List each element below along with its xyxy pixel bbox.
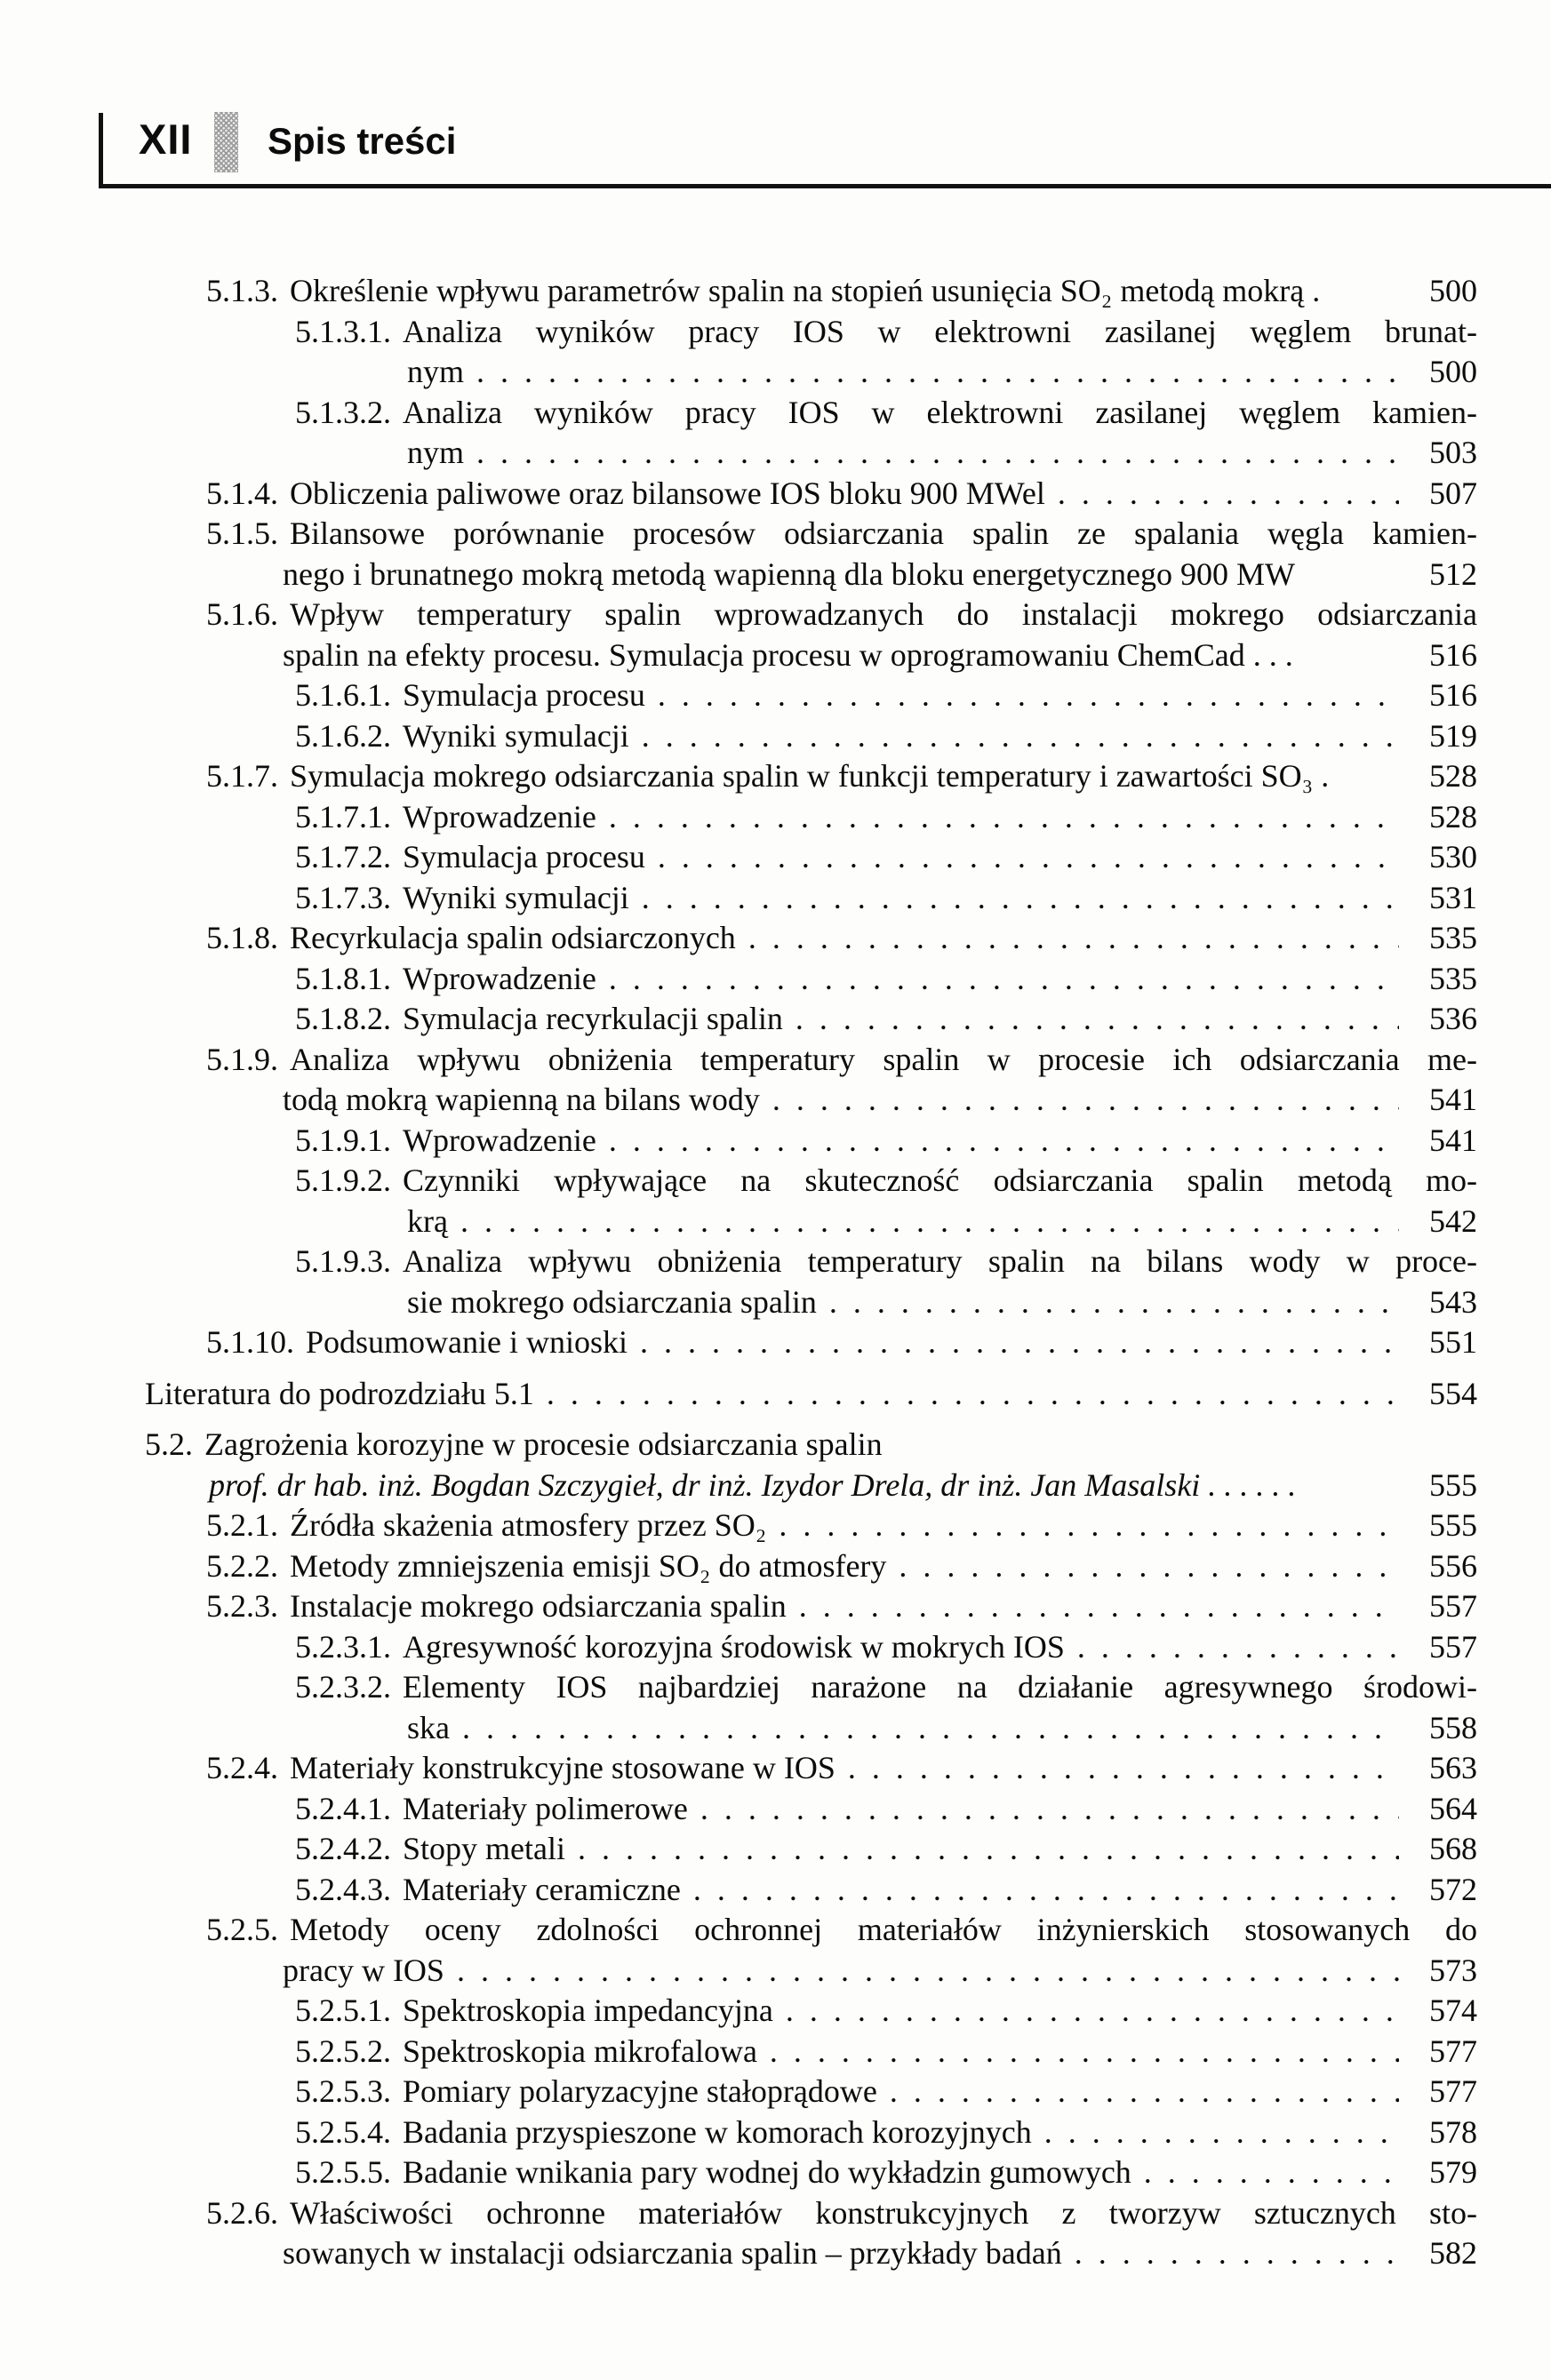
toc-entry-text: Wyniki symulacji bbox=[403, 879, 629, 915]
page-title: Spis treści bbox=[268, 120, 457, 162]
toc-entry-number: 5.2.6. bbox=[206, 2194, 278, 2231]
toc-entry-text: Analiza wyników pracy IOS w elektrowni zasilanej węglem brunat- bbox=[403, 313, 1477, 349]
toc-entry-title bbox=[407, 1282, 817, 1323]
toc-entry-title bbox=[295, 1121, 596, 1162]
toc-entry-title bbox=[295, 1991, 773, 2032]
toc-entry-title bbox=[295, 878, 629, 919]
toc-entry-page: 558 bbox=[1429, 1709, 1477, 1745]
toc-entry-number: 5.1.6.2. bbox=[295, 717, 391, 754]
toc-entry-text: Recyrkulacja spalin odsiarczonych bbox=[290, 920, 736, 955]
toc-entry-page: 541 bbox=[1429, 1122, 1477, 1158]
toc-entry-title bbox=[206, 756, 1329, 797]
toc-entry-text: Symulacja procesu bbox=[403, 839, 645, 875]
dot-leader bbox=[1144, 2152, 1399, 2193]
toc-entry-page: 555 bbox=[1429, 1466, 1477, 1503]
toc-entry-text: Wprowadzenie bbox=[403, 1122, 596, 1158]
toc-entry-title bbox=[295, 999, 783, 1040]
toc-entry bbox=[145, 474, 1477, 515]
toc-entry-text: Badanie wnikania pary wodnej do wykładzin gumowych bbox=[403, 2154, 1131, 2190]
toc-entry-text: todą mokrą wapienną na bilans wody bbox=[283, 1082, 760, 1117]
page-header bbox=[0, 0, 1551, 185]
toc-entry bbox=[145, 1466, 1477, 1506]
toc-entry-text: Analiza wpływu obniżenia temperatury spalin na bilans wody w proce- bbox=[403, 1243, 1477, 1279]
toc-entry-page: 573 bbox=[1429, 1952, 1477, 1988]
toc-entry-title bbox=[206, 1322, 628, 1363]
toc-entry-page: 577 bbox=[1429, 2033, 1477, 2069]
toc-entry-title bbox=[209, 1466, 1296, 1506]
toc-entry-title bbox=[295, 312, 1477, 353]
toc-entry-title bbox=[206, 1505, 766, 1546]
toc-entry-text: Metody zmniejszenia emisji SO₂ do atmosfery bbox=[290, 1547, 887, 1584]
toc-entry bbox=[145, 2072, 1477, 2112]
toc-entry bbox=[145, 1708, 1477, 1749]
toc-entry-number: 5.1.7. bbox=[206, 758, 278, 794]
dot-leader bbox=[1044, 2112, 1399, 2153]
header-rule bbox=[99, 184, 1551, 188]
dot-leader bbox=[1075, 2233, 1399, 2274]
toc-entry-text: Wprowadzenie bbox=[403, 960, 596, 996]
dot-leader bbox=[609, 797, 1399, 838]
toc-entry-page: 555 bbox=[1429, 1507, 1477, 1543]
toc-entry-page: 568 bbox=[1429, 1831, 1477, 1866]
toc-entry-text: Pomiary polaryzacyjne stałoprądowe bbox=[403, 2073, 877, 2109]
toc-entry bbox=[145, 1870, 1477, 1911]
toc-entry-text: Zagrożenia korozyjne w procesie odsiarczania spalin bbox=[204, 1426, 883, 1462]
toc-entry-title bbox=[206, 918, 736, 959]
toc-entry bbox=[145, 1991, 1477, 2032]
toc-entry bbox=[145, 797, 1477, 838]
toc-entry-number: 5.2.5.4. bbox=[295, 2113, 391, 2150]
toc-entry bbox=[145, 878, 1477, 919]
toc-entry-page: 535 bbox=[1429, 960, 1477, 996]
toc-entry bbox=[145, 1789, 1477, 1830]
toc-entry bbox=[145, 675, 1477, 716]
toc-entry bbox=[145, 1080, 1477, 1121]
toc-entry bbox=[145, 1667, 1477, 1708]
dot-leader bbox=[462, 1708, 1399, 1749]
toc-entry bbox=[145, 555, 1477, 595]
toc-entry-number: 5.2.5.1. bbox=[295, 1993, 391, 2028]
toc-entry-page: 528 bbox=[1429, 798, 1477, 835]
dot-leader bbox=[547, 1374, 1399, 1415]
toc-entry bbox=[145, 837, 1477, 878]
toc-entry-number: 5.2. bbox=[145, 1426, 193, 1462]
toc-entry-number: 5.1.3. bbox=[206, 273, 278, 308]
toc-entry-text: nego i brunatnego mokrą metodą wapienną dla bloku energetycznego 900 MW bbox=[283, 555, 1295, 592]
toc-entry-title bbox=[283, 1951, 444, 1992]
toc-entry-page: 557 bbox=[1429, 1628, 1477, 1665]
toc-entry-page: 500 bbox=[1429, 273, 1477, 308]
toc-entry-number: 5.1.5. bbox=[206, 515, 278, 551]
dot-leader bbox=[460, 1202, 1399, 1242]
toc-entry bbox=[145, 1282, 1477, 1323]
toc-entry-number: 5.1.6. bbox=[206, 596, 278, 632]
toc-entry-page: 541 bbox=[1429, 1082, 1477, 1117]
dot-leader bbox=[476, 433, 1399, 474]
toc-entry bbox=[145, 2193, 1477, 2234]
toc-entry bbox=[145, 959, 1477, 1000]
toc-entry bbox=[145, 2152, 1477, 2193]
toc-entry bbox=[145, 1040, 1477, 1081]
toc-entry-page: 563 bbox=[1429, 1750, 1477, 1785]
dot-leader bbox=[772, 1080, 1399, 1121]
toc-entry-page: 582 bbox=[1429, 2235, 1477, 2271]
toc-entry-text: Materiały konstrukcyjne stosowane w IOS bbox=[290, 1750, 835, 1785]
dot-leader bbox=[658, 675, 1399, 716]
toc-entry-title bbox=[206, 2193, 1477, 2234]
toc-entry-text: Właściwości ochronne materiałów konstrukcyjnych z tworzyw sztucznych sto- bbox=[290, 2194, 1477, 2231]
dot-leader bbox=[1077, 1627, 1399, 1668]
toc-entry bbox=[145, 1546, 1477, 1587]
toc-entry bbox=[145, 595, 1477, 635]
toc-entry-text: Literatura do podrozdziału 5.1 bbox=[145, 1375, 534, 1411]
toc-entry-page: 536 bbox=[1429, 1001, 1477, 1036]
toc-entry-title bbox=[295, 1161, 1477, 1202]
toc-entry-page: 516 bbox=[1429, 677, 1477, 713]
toc-entry-page: 574 bbox=[1429, 1993, 1477, 2028]
toc-entry-number: 5.1.9.2. bbox=[295, 1162, 391, 1198]
toc-entry-text: nym bbox=[407, 354, 465, 389]
toc-entry-number: 5.1.10. bbox=[206, 1324, 294, 1360]
toc-entry-title bbox=[206, 514, 1477, 555]
toc-entry-number: 5.2.5.5. bbox=[295, 2154, 391, 2190]
toc-entry-title bbox=[295, 393, 1477, 434]
toc-entry-number: 5.1.8. bbox=[206, 920, 278, 955]
toc-entry-page: 512 bbox=[1429, 555, 1477, 592]
toc-entry bbox=[145, 2233, 1477, 2274]
toc-entry-title bbox=[206, 595, 1477, 635]
toc-entry-page: 530 bbox=[1429, 839, 1477, 875]
toc-entry-text: Stopy metali bbox=[403, 1831, 565, 1866]
toc-entry-page: 557 bbox=[1429, 1588, 1477, 1624]
toc-entry-page: 554 bbox=[1429, 1375, 1477, 1411]
dot-leader bbox=[476, 352, 1399, 393]
toc-entry-title bbox=[206, 1586, 787, 1627]
toc-entry-number: 5.1.7.3. bbox=[295, 879, 391, 915]
toc-entry-page: 551 bbox=[1429, 1324, 1477, 1360]
toc-entry-text: Badania przyspieszone w komorach korozyjnych bbox=[403, 2113, 1032, 2150]
toc-entry-number: 5.2.3. bbox=[206, 1588, 278, 1624]
dot-leader bbox=[1058, 474, 1399, 515]
toc-entry-page: 542 bbox=[1429, 1202, 1477, 1239]
toc-entry-title bbox=[145, 1374, 534, 1415]
toc-entry-number: 5.2.3.1. bbox=[295, 1628, 391, 1665]
toc-entry-text: pracy w IOS bbox=[283, 1952, 444, 1988]
toc-entry-page: 516 bbox=[1429, 636, 1477, 673]
toc-entry-number: 5.1.8.1. bbox=[295, 960, 391, 996]
toc-entry-text: Instalacje mokrego odsiarczania spalin bbox=[290, 1588, 787, 1624]
toc-entry-text: Materiały polimerowe bbox=[403, 1790, 688, 1826]
toc-entry-title bbox=[206, 1546, 886, 1587]
toc-entry-title bbox=[295, 959, 596, 1000]
toc-entry-title bbox=[295, 1627, 1065, 1668]
toc-entry-page: 556 bbox=[1429, 1547, 1477, 1584]
toc-entry-number: 5.1.9.1. bbox=[295, 1122, 391, 1158]
toc-entry-number: 5.1.4. bbox=[206, 475, 278, 511]
toc-entry-page: 531 bbox=[1429, 879, 1477, 915]
toc-entry-text: Agresywność korozyjna środowisk w mokrych IOS bbox=[403, 1628, 1065, 1665]
toc-entry-page: 579 bbox=[1429, 2154, 1477, 2190]
toc-entry-number: 5.2.4. bbox=[206, 1750, 278, 1785]
dot-leader bbox=[578, 1829, 1399, 1870]
dot-leader bbox=[640, 1322, 1399, 1363]
toc-entry bbox=[145, 1829, 1477, 1870]
header-left-tick bbox=[99, 113, 103, 188]
toc-entry-text: Wprowadzenie bbox=[403, 798, 596, 835]
dot-leader bbox=[779, 1505, 1399, 1546]
toc-entry-text: ska bbox=[407, 1709, 450, 1745]
toc-entry-number: 5.1.9. bbox=[206, 1041, 278, 1077]
toc-entry-title bbox=[407, 352, 464, 393]
dot-leader bbox=[700, 1789, 1399, 1830]
toc-entry bbox=[145, 635, 1477, 676]
dot-leader bbox=[770, 2032, 1399, 2073]
toc-entry bbox=[145, 1374, 1477, 1415]
toc-entry-text: prof. dr hab. inż. Bogdan Szczygieł, dr inż. Izydor Drela, dr inż. Jan Masalski . . . . . . bbox=[209, 1466, 1297, 1503]
toc-entry-text: sie mokrego odsiarczania spalin bbox=[407, 1283, 817, 1320]
toc-entry bbox=[145, 1322, 1477, 1363]
toc-entry bbox=[145, 1425, 1477, 1466]
toc-entry-title bbox=[145, 1425, 883, 1466]
toc-entry-title bbox=[295, 2152, 1131, 2193]
toc-entry-title bbox=[407, 433, 464, 474]
toc-entry-text: Analiza wpływu obniżenia temperatury spalin w procesie ich odsiarczania me- bbox=[290, 1041, 1477, 1077]
toc-entry-number: 5.2.2. bbox=[206, 1547, 278, 1584]
toc-entry bbox=[145, 1627, 1477, 1668]
toc-entry bbox=[145, 2112, 1477, 2153]
dot-leader bbox=[642, 716, 1399, 757]
dot-leader bbox=[799, 1586, 1399, 1627]
toc-entry-title bbox=[295, 716, 629, 757]
toc-entry-text: Symulacja recyrkulacji spalin bbox=[403, 1001, 783, 1036]
toc-entry-number: 5.2.4.1. bbox=[295, 1790, 391, 1826]
toc-entry-page: 543 bbox=[1429, 1283, 1477, 1320]
toc-entry bbox=[145, 1202, 1477, 1242]
toc-entry bbox=[145, 1951, 1477, 1992]
toc-entry-text: Czynniki wpływające na skuteczność odsiarczania spalin metodą mo- bbox=[403, 1162, 1477, 1198]
toc-entry-page: 519 bbox=[1429, 717, 1477, 754]
page-number: XII bbox=[139, 116, 193, 163]
dot-leader bbox=[899, 1546, 1399, 1587]
toc-entry bbox=[145, 1748, 1477, 1789]
toc-entry bbox=[145, 716, 1477, 757]
toc-entry-text: spalin na efekty procesu. Symulacja procesu w oprogramowaniu ChemCad . . . bbox=[283, 636, 1293, 673]
toc-entry bbox=[145, 1910, 1477, 1951]
toc-entry-title bbox=[283, 635, 1293, 676]
toc-entry-title bbox=[295, 837, 645, 878]
toc-entry-title bbox=[295, 2112, 1032, 2153]
toc-entry-text: Bilansowe porównanie procesów odsiarczania spalin ze spalania węgla kamien- bbox=[290, 515, 1477, 551]
toc-entry-text: krą bbox=[407, 1202, 448, 1239]
dot-leader bbox=[829, 1282, 1399, 1323]
toc-entry bbox=[145, 999, 1477, 1040]
toc-entry-text: sowanych w instalacji odsiarczania spalin – przykłady badań bbox=[283, 2235, 1062, 2271]
toc-entry-title bbox=[295, 1789, 688, 1830]
toc-entry-title bbox=[295, 1667, 1477, 1708]
toc-entry-title bbox=[206, 1910, 1477, 1951]
toc-entry-page: 535 bbox=[1429, 920, 1477, 955]
toc-entry-text: Analiza wyników pracy IOS w elektrowni zasilanej węglem kamien- bbox=[403, 394, 1477, 430]
toc-entry-title bbox=[295, 2032, 757, 2073]
dot-leader bbox=[848, 1748, 1399, 1789]
toc-entry bbox=[145, 1121, 1477, 1162]
toc-entry-number: 5.2.4.3. bbox=[295, 1871, 391, 1907]
toc-entry-page: 564 bbox=[1429, 1790, 1477, 1826]
toc-entry-page: 577 bbox=[1429, 2073, 1477, 2109]
toc-entry bbox=[145, 393, 1477, 434]
toc-entry-title bbox=[295, 1242, 1477, 1282]
toc-entry-number: 5.2.5.3. bbox=[295, 2073, 391, 2109]
toc-entry bbox=[145, 433, 1477, 474]
toc-entry-title bbox=[295, 1870, 681, 1911]
toc-entry-title bbox=[283, 2233, 1062, 2274]
toc-entry-title bbox=[206, 271, 1320, 312]
toc-entry-text: nym bbox=[407, 435, 465, 470]
toc-entry-title bbox=[283, 555, 1295, 595]
toc-list bbox=[145, 271, 1477, 2274]
toc-entry-number: 5.2.1. bbox=[206, 1507, 278, 1543]
toc-entry-title bbox=[206, 1748, 835, 1789]
toc-entry-number: 5.1.7.2. bbox=[295, 839, 391, 875]
toc-entry-page: 500 bbox=[1429, 354, 1477, 389]
dot-leader bbox=[642, 878, 1399, 919]
toc-entry-number: 5.1.8.2. bbox=[295, 1001, 391, 1036]
toc-entry-title bbox=[295, 2072, 877, 2112]
toc-entry-title bbox=[407, 1202, 448, 1242]
toc-entry-text: Spektroskopia impedancyjna bbox=[403, 1993, 773, 2028]
toc-entry-number: 5.1.3.2. bbox=[295, 394, 391, 430]
toc-entry bbox=[145, 271, 1477, 312]
toc-entry-page: 503 bbox=[1429, 435, 1477, 470]
toc-entry bbox=[145, 918, 1477, 959]
toc-entry-number: 5.1.9.3. bbox=[295, 1243, 391, 1279]
toc-entry-title bbox=[206, 1040, 1477, 1081]
toc-entry-text: Obliczenia paliwowe oraz bilansowe IOS bloku 900 MWel bbox=[290, 475, 1045, 511]
toc-entry-text: Podsumowanie i wnioski bbox=[306, 1324, 628, 1360]
toc-entry-page: 572 bbox=[1429, 1871, 1477, 1907]
dot-leader bbox=[658, 837, 1399, 878]
toc-entry-title bbox=[295, 797, 596, 838]
dot-leader bbox=[890, 2072, 1399, 2112]
toc-entry-number: 5.1.3.1. bbox=[295, 313, 391, 349]
toc-entry-text: Wyniki symulacji bbox=[403, 717, 629, 754]
toc-entry-title bbox=[407, 1708, 450, 1749]
toc-entry bbox=[145, 2032, 1477, 2073]
toc-entry-text: Spektroskopia mikrofalowa bbox=[403, 2033, 757, 2069]
dot-leader bbox=[786, 1991, 1399, 2032]
header-hatch-mark bbox=[214, 112, 238, 172]
dot-leader bbox=[609, 1121, 1399, 1162]
toc-entry-text: Symulacja procesu bbox=[403, 677, 645, 713]
toc-entry-number: 5.2.4.2. bbox=[295, 1831, 391, 1866]
toc-entry-text: Źródła skażenia atmosfery przez SO₂ bbox=[290, 1507, 767, 1543]
toc-entry-number: 5.2.5.2. bbox=[295, 2033, 391, 2069]
toc-entry-title bbox=[295, 1829, 565, 1870]
dot-leader bbox=[795, 999, 1399, 1040]
toc-entry bbox=[145, 352, 1477, 393]
toc-entry-text: Materiały ceramiczne bbox=[403, 1871, 681, 1907]
toc-entry bbox=[145, 756, 1477, 797]
toc-entry-number: 5.2.3.2. bbox=[295, 1669, 391, 1705]
toc-entry-text: Symulacja mokrego odsiarczania spalin w funkcji temperatury i zawartości SO₃ . bbox=[290, 758, 1330, 794]
toc-entry-number: 5.1.7.1. bbox=[295, 798, 391, 835]
dot-leader bbox=[693, 1870, 1399, 1911]
dot-leader bbox=[609, 959, 1399, 1000]
toc-entry-title bbox=[206, 474, 1045, 515]
toc-entry bbox=[145, 1505, 1477, 1546]
toc-entry-number: 5.1.6.1. bbox=[295, 677, 391, 713]
toc-entry-page: 507 bbox=[1429, 475, 1477, 511]
toc-entry-title bbox=[295, 675, 645, 716]
dot-leader bbox=[457, 1951, 1399, 1992]
toc-entry bbox=[145, 1586, 1477, 1627]
toc-entry-number: 5.2.5. bbox=[206, 1912, 278, 1947]
toc-entry-text: Wpływ temperatury spalin wprowadzanych do instalacji mokrego odsiarczania bbox=[290, 596, 1477, 632]
toc-entry bbox=[145, 514, 1477, 555]
toc-entry bbox=[145, 1242, 1477, 1282]
toc-entry bbox=[145, 312, 1477, 353]
toc-entry-page: 528 bbox=[1429, 758, 1477, 794]
dot-leader bbox=[748, 918, 1399, 959]
toc-entry-text: Metody oceny zdolności ochronnej materiałów inżynierskich stosowanych do bbox=[290, 1912, 1477, 1947]
toc-entry-page: 578 bbox=[1429, 2113, 1477, 2150]
toc-entry-title bbox=[283, 1080, 760, 1121]
toc-entry bbox=[145, 1161, 1477, 1202]
toc-entry-text: Określenie wpływu parametrów spalin na stopień usunięcia SO₂ metodą mokrą . bbox=[290, 273, 1321, 308]
toc-entry-text: Elementy IOS najbardziej narażone na działanie agresywnego środowi- bbox=[403, 1669, 1477, 1705]
